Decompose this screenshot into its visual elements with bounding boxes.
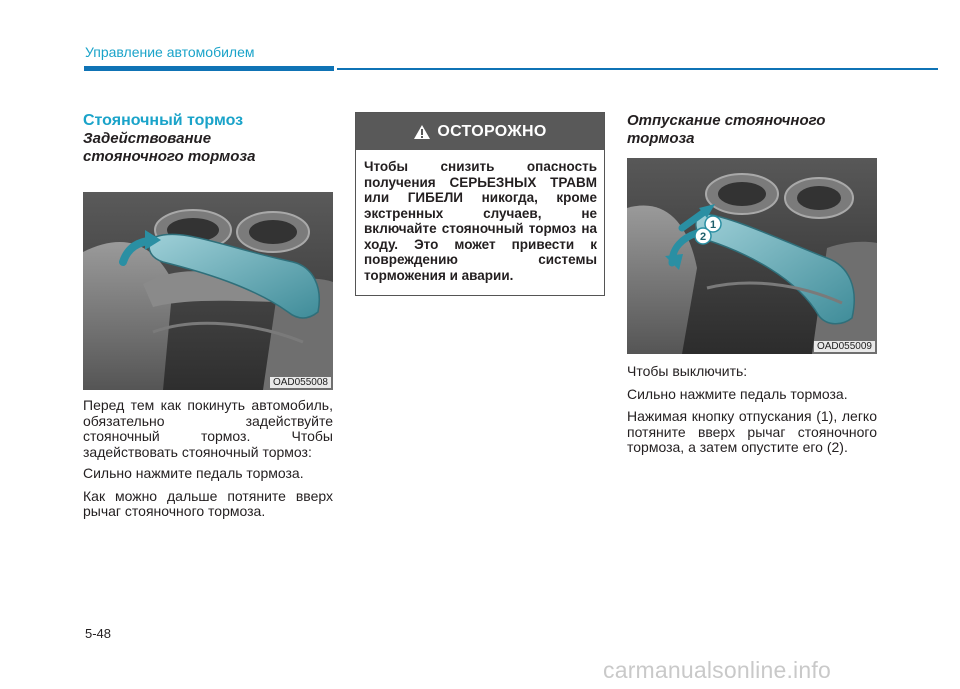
body-paragraph: Сильно нажмите педаль тормоза. xyxy=(83,465,304,481)
header-rule-thin xyxy=(337,68,938,70)
body-paragraph: Перед тем как покинуть автомобиль, обязательно задействуйте стояночный тормоз. Чтобы задействовать стояночный тормоз: xyxy=(83,397,333,460)
middle-column xyxy=(355,112,605,296)
body-paragraph: Сильно нажмите педаль тормоза. xyxy=(627,385,848,402)
warning-box xyxy=(355,112,605,296)
parking-brake-release-figure xyxy=(627,158,877,354)
body-paragraph: Как можно дальше потяните вверх рычаг стояночного тормоза. xyxy=(83,487,333,519)
header-rule-thick xyxy=(84,66,334,71)
warning-header xyxy=(356,113,604,150)
warning-title: ОСТОРОЖНО xyxy=(437,122,547,140)
chapter-title: Управление автомобилем xyxy=(85,44,255,60)
section-title: Стояночный тормоз xyxy=(83,112,244,129)
subtitle-release-line1: Отпускание стояночного xyxy=(627,112,826,129)
parking-brake-apply-figure xyxy=(83,192,333,390)
callout-1: 1 xyxy=(709,219,717,231)
left-column xyxy=(83,112,333,520)
figure-code-label: OAD055009 xyxy=(814,341,875,352)
subtitle-release-line2: тормоза xyxy=(627,130,695,147)
subtitle-apply-line2: стояночного тормоза xyxy=(83,148,256,165)
warning-triangle-icon xyxy=(413,124,431,140)
watermark: carmanualsonline.info xyxy=(603,657,831,683)
page-number: 5-48 xyxy=(85,626,112,641)
callout-2: 2 xyxy=(699,231,707,243)
body-paragraph: Нажимая кнопку отпускания (1), легко потяните вверх рычаг стояночного тормоза, а затем опустите его (2). xyxy=(627,408,877,455)
right-column xyxy=(627,112,877,456)
figure-code-label: OAD055008 xyxy=(270,377,331,388)
parking-brake-release-illustration xyxy=(627,158,877,354)
body-paragraph: Чтобы выключить: xyxy=(627,363,748,379)
warning-text: Чтобы снизить опасность получения СЕРЬЕЗНЫХ ТРАВМ или ГИБЕЛИ никогда, кроме экстренных случаев, не включайте стояночный тормоз на ходу. Это может привести к повреждению системы торможения и аварии. xyxy=(364,159,597,283)
subtitle-apply-line1: Задействование xyxy=(83,130,212,147)
parking-brake-apply-illustration xyxy=(83,192,333,390)
